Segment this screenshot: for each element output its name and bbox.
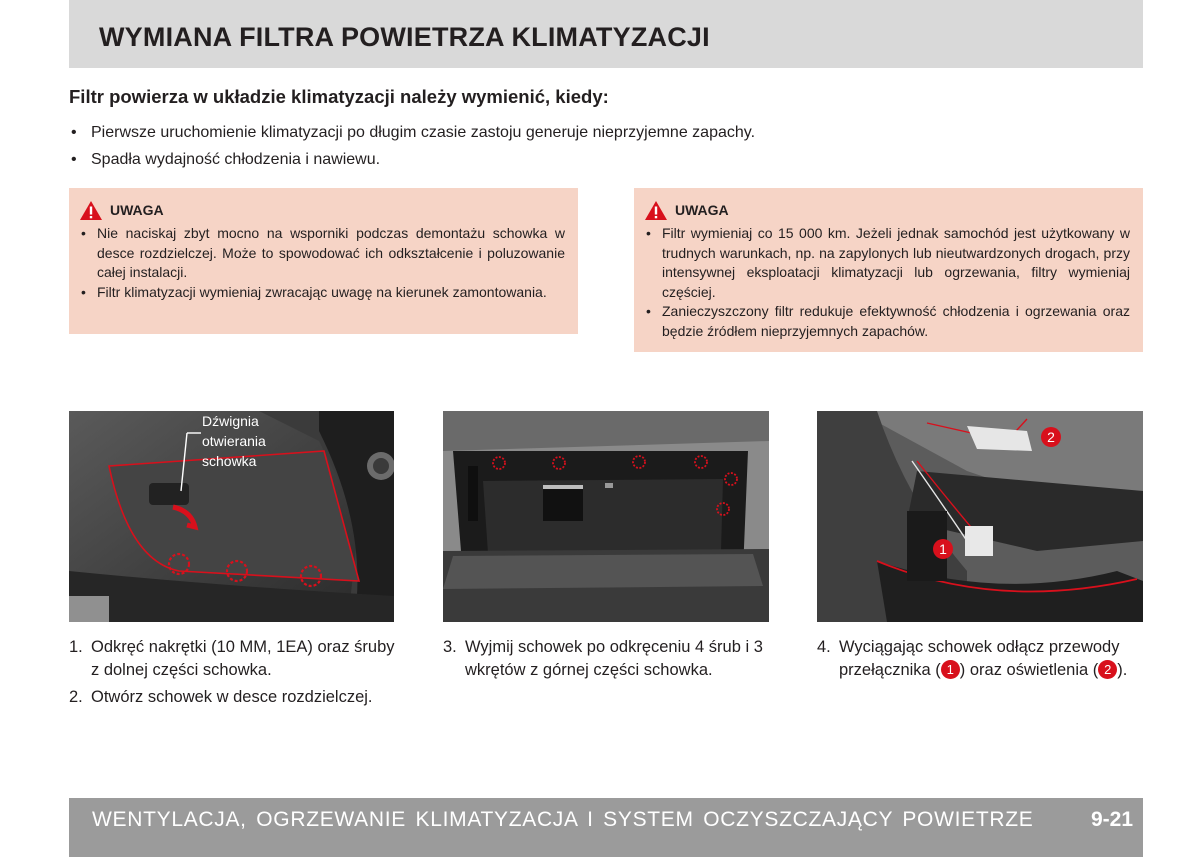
callout-line: otwierania — [202, 433, 266, 449]
step-3 — [443, 636, 769, 682]
marker-1-badge: 1 — [941, 660, 960, 679]
step-text — [839, 638, 1127, 679]
step-text: Otwórz schowek w desce rozdzielczej. — [91, 688, 373, 706]
callout-line: Dźwignia — [202, 413, 259, 429]
list-item: • Zanieczyszczony filtr redukuje efektywność chłodzenia i ogrzewania oraz będzie źródłem nieprzyjemnych zapachów. — [644, 302, 1130, 341]
lever-callout — [202, 411, 266, 471]
warning-title: UWAGA — [675, 202, 729, 218]
step-1 — [69, 636, 395, 682]
steps-column-3 — [817, 636, 1143, 686]
list-item: • Spadła wydajność chłodzenia i nawiewu. — [69, 150, 1143, 177]
header-bar — [69, 0, 1143, 68]
list-item: • Pierwsze uruchomienie klimatyzacji po długim czasie zastoju generuje nieprzyjemne zapachy. — [69, 123, 1143, 150]
callout-line: schowka — [202, 453, 257, 469]
page-number: 9-21 — [1090, 808, 1133, 831]
photo-glovebox-open — [443, 411, 769, 622]
warning-header — [79, 199, 164, 221]
step-text-part: ). — [1117, 661, 1128, 679]
step-text-part: ) oraz oświetlenia ( — [959, 661, 1099, 679]
warning-title: UWAGA — [110, 202, 164, 218]
steps-column-2 — [443, 636, 769, 686]
list-item: • Nie naciskaj zbyt mocno na wsporniki podczas demontażu schowka w desce rozdzielczej. Może to spowodować ich odkształcenie i poluzowanie całej instalacji. — [79, 224, 565, 283]
step-text-part: Wyciągając schowek odłącz przewody przełącznika ( — [839, 638, 1120, 679]
step-number: 2. — [69, 688, 83, 706]
photo-glovebox-connectors — [817, 411, 1143, 622]
step-4 — [817, 636, 1143, 682]
step-number: 3. — [443, 638, 457, 656]
marker-2-badge: 2 — [1098, 660, 1117, 679]
step-number: 1. — [69, 638, 83, 656]
photo-glovebox-lower — [69, 411, 394, 622]
main-bullet-list — [69, 123, 1143, 177]
list-item: • Filtr klimatyzacji wymieniaj zwracając uwagę na kierunek zamontowania. — [79, 283, 565, 303]
warning-triangle-icon — [79, 200, 103, 221]
page-title: WYMIANA FILTRA POWIETRZA KLIMATYZACJI — [99, 22, 710, 52]
marker-2: 2 — [1047, 429, 1055, 445]
step-number: 4. — [817, 638, 831, 656]
marker-1: 1 — [939, 541, 947, 557]
steps-column-1 — [69, 636, 395, 713]
step-text: Odkręć nakrętki (10 MM, 1EA) oraz śruby z dolnej części schowka. — [91, 638, 395, 679]
intro-heading: Filtr powierza w układzie klimatyzacji należy wymienić, kiedy: — [69, 86, 609, 107]
warning-box-right — [634, 188, 1143, 352]
footer-bar — [69, 798, 1143, 857]
list-item: • Filtr wymieniaj co 15 000 km. Jeżeli jednak samochód jest użytkowany w trudnych warunkach, np. na zapylonych lub nieutwardzonych drogach, przy intensywnej eksploatacji klimatyzacji lub ogrzewania, filtry wymieniaj częściej. — [644, 224, 1130, 302]
warning-triangle-icon — [644, 200, 668, 221]
step-2 — [69, 686, 395, 709]
step-text: Wyjmij schowek po odkręceniu 4 śrub i 3 wkrętów z górnej części schowka. — [465, 638, 763, 679]
warning-box-left — [69, 188, 578, 334]
warning-header — [644, 199, 729, 221]
footer-section-title: WENTYLACJA, OGRZEWANIE KLIMATYZACJA I SYSTEM OCZYSZCZAJĄCY POWIETRZE — [92, 808, 1034, 831]
